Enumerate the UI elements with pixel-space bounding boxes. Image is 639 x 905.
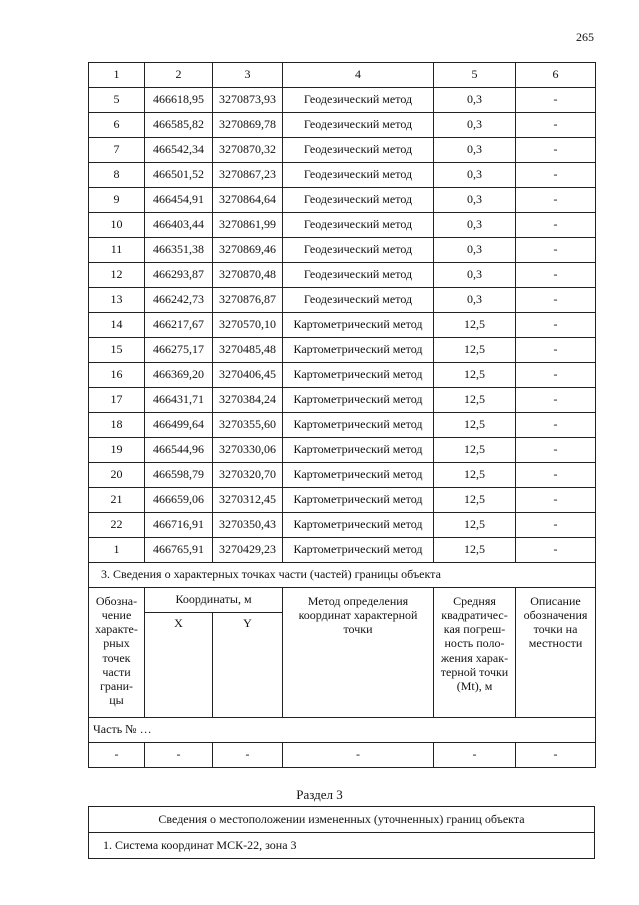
method-cell: Картометрический метод (283, 488, 434, 513)
y-coordinate-cell: 3270312,45 (213, 488, 283, 513)
description-cell: - (516, 163, 596, 188)
column-number-cell: 2 (145, 63, 213, 88)
accuracy-cell: 12,5 (434, 363, 516, 388)
point-number-cell: 11 (89, 238, 145, 263)
accuracy-cell: 0,3 (434, 188, 516, 213)
point-number-cell: 6 (89, 113, 145, 138)
method-cell: Картометрический метод (283, 388, 434, 413)
accuracy-cell: 12,5 (434, 513, 516, 538)
point-number-cell: 22 (89, 513, 145, 538)
description-cell: - (516, 138, 596, 163)
description-cell: - (516, 113, 596, 138)
point-number-cell: 8 (89, 163, 145, 188)
y-coordinate-cell: 3270876,87 (213, 288, 283, 313)
point-number-cell: 13 (89, 288, 145, 313)
description-cell: - (516, 313, 596, 338)
x-coordinate-cell: 466501,52 (145, 163, 213, 188)
column-number-cell: 4 (283, 63, 434, 88)
method-cell: Геодезический метод (283, 163, 434, 188)
y-coordinate-cell: 3270355,60 (213, 413, 283, 438)
accuracy-cell: 0,3 (434, 113, 516, 138)
x-coordinate-cell: 466351,38 (145, 238, 213, 263)
part-section-title: 3. Сведения о характерных точках части (частей) границы объекта (89, 563, 596, 588)
x-coordinate-cell: 466293,87 (145, 263, 213, 288)
table-row (89, 313, 596, 338)
x-coordinate-cell: 466403,44 (145, 213, 213, 238)
table-row (89, 438, 596, 463)
method-cell: Геодезический метод (283, 213, 434, 238)
description-cell: - (516, 388, 596, 413)
point-number-cell: 16 (89, 363, 145, 388)
point-number-cell: 7 (89, 138, 145, 163)
method-cell: Геодезический метод (283, 113, 434, 138)
method-cell: Картометрический метод (283, 438, 434, 463)
description-cell: - (516, 438, 596, 463)
header-method (283, 588, 434, 718)
table-row (89, 113, 596, 138)
table-row (89, 538, 596, 563)
description-cell: - (516, 513, 596, 538)
accuracy-cell: 12,5 (434, 488, 516, 513)
description-cell: - (516, 188, 596, 213)
section3-coord-row (89, 833, 595, 859)
description-cell: - (516, 363, 596, 388)
empty-cell: - (145, 743, 213, 768)
accuracy-cell: 12,5 (434, 463, 516, 488)
method-cell: Геодезический метод (283, 188, 434, 213)
table-row (89, 338, 596, 363)
y-coordinate-cell: 3270320,70 (213, 463, 283, 488)
y-coordinate-cell: 3270869,78 (213, 113, 283, 138)
description-cell: - (516, 288, 596, 313)
accuracy-cell: 12,5 (434, 413, 516, 438)
y-coordinate-cell: 3270350,43 (213, 513, 283, 538)
column-number-cell: 5 (434, 63, 516, 88)
header-method-text: Метод определения координат характерной точки (298, 594, 418, 637)
accuracy-cell: 0,3 (434, 263, 516, 288)
header-x: X (145, 613, 213, 718)
description-cell: - (516, 338, 596, 363)
accuracy-cell: 0,3 (434, 88, 516, 113)
method-cell: Геодезический метод (283, 288, 434, 313)
y-coordinate-cell: 3270870,48 (213, 263, 283, 288)
method-cell: Картометрический метод (283, 538, 434, 563)
table-row (89, 188, 596, 213)
point-number-cell: 19 (89, 438, 145, 463)
accuracy-cell: 0,3 (434, 213, 516, 238)
header-accuracy-text: Средняя квадратичес- кая погреш- ность поло- жения харак- терной точки (Mt), м (440, 594, 509, 693)
method-cell: Картометрический метод (283, 413, 434, 438)
method-cell: Картометрический метод (283, 363, 434, 388)
part-header-row (89, 588, 596, 613)
point-number-cell: 12 (89, 263, 145, 288)
empty-cell: - (283, 743, 434, 768)
description-cell: - (516, 238, 596, 263)
header-point-designation (89, 588, 145, 718)
header-y: Y (213, 613, 283, 718)
x-coordinate-cell: 466598,79 (145, 463, 213, 488)
column-number-row (89, 63, 596, 88)
table-row (89, 488, 596, 513)
table-row (89, 363, 596, 388)
y-coordinate-cell: 3270869,46 (213, 238, 283, 263)
x-coordinate-cell: 466454,91 (145, 188, 213, 213)
table-row (89, 88, 596, 113)
x-coordinate-cell: 466659,06 (145, 488, 213, 513)
y-coordinate-cell: 3270870,32 (213, 138, 283, 163)
accuracy-cell: 12,5 (434, 338, 516, 363)
coordinate-system: 1. Система координат МСК-22, зона 3 (89, 833, 595, 859)
point-number-cell: 5 (89, 88, 145, 113)
description-cell: - (516, 213, 596, 238)
section3-table-title: Сведения о местоположении измененных (уточненных) границ объекта (89, 807, 595, 833)
y-coordinate-cell: 3270429,23 (213, 538, 283, 563)
x-coordinate-cell: 466716,91 (145, 513, 213, 538)
x-coordinate-cell: 466275,17 (145, 338, 213, 363)
x-coordinate-cell: 466542,34 (145, 138, 213, 163)
point-number-cell: 18 (89, 413, 145, 438)
x-coordinate-cell: 466585,82 (145, 113, 213, 138)
part-empty-row (89, 743, 596, 768)
description-cell: - (516, 88, 596, 113)
y-coordinate-cell: 3270867,23 (213, 163, 283, 188)
x-coordinate-cell: 466765,91 (145, 538, 213, 563)
accuracy-cell: 12,5 (434, 313, 516, 338)
y-coordinate-cell: 3270406,45 (213, 363, 283, 388)
boundary-points-table (88, 62, 596, 768)
method-cell: Картометрический метод (283, 338, 434, 363)
description-cell: - (516, 263, 596, 288)
y-coordinate-cell: 3270873,93 (213, 88, 283, 113)
method-cell: Геодезический метод (283, 238, 434, 263)
section-title: Раздел 3 (296, 787, 343, 802)
point-number-cell: 20 (89, 463, 145, 488)
x-coordinate-cell: 466217,67 (145, 313, 213, 338)
point-number-cell: 15 (89, 338, 145, 363)
part-label: Часть № … (89, 718, 596, 743)
point-number-cell: 1 (89, 538, 145, 563)
table-row (89, 263, 596, 288)
column-number-cell: 6 (516, 63, 596, 88)
empty-cell: - (516, 743, 596, 768)
table-row (89, 388, 596, 413)
section3-title-row (89, 807, 595, 833)
method-cell: Картометрический метод (283, 313, 434, 338)
point-number-cell: 14 (89, 313, 145, 338)
point-number-cell: 17 (89, 388, 145, 413)
part-label-row (89, 718, 596, 743)
y-coordinate-cell: 3270864,64 (213, 188, 283, 213)
description-cell: - (516, 413, 596, 438)
accuracy-cell: 0,3 (434, 138, 516, 163)
y-coordinate-cell: 3270330,06 (213, 438, 283, 463)
column-number-cell: 3 (213, 63, 283, 88)
x-coordinate-cell: 466242,73 (145, 288, 213, 313)
accuracy-cell: 0,3 (434, 238, 516, 263)
point-number-cell: 10 (89, 213, 145, 238)
table-row (89, 513, 596, 538)
x-coordinate-cell: 466369,20 (145, 363, 213, 388)
part-section-title-row (89, 563, 596, 588)
y-coordinate-cell: 3270485,48 (213, 338, 283, 363)
empty-cell: - (434, 743, 516, 768)
table-row (89, 288, 596, 313)
method-cell: Геодезический метод (283, 263, 434, 288)
description-cell: - (516, 488, 596, 513)
header-description (516, 588, 596, 718)
x-coordinate-cell: 466499,64 (145, 413, 213, 438)
x-coordinate-cell: 466618,95 (145, 88, 213, 113)
table-row (89, 463, 596, 488)
y-coordinate-cell: 3270861,99 (213, 213, 283, 238)
table-row (89, 413, 596, 438)
accuracy-cell: 12,5 (434, 388, 516, 413)
empty-cell: - (213, 743, 283, 768)
x-coordinate-cell: 466431,71 (145, 388, 213, 413)
table-row (89, 213, 596, 238)
column-number-cell: 1 (89, 63, 145, 88)
method-cell: Геодезический метод (283, 88, 434, 113)
empty-cell: - (89, 743, 145, 768)
header-point-designation-text: Обозна- чение характe- рных точек части грани- цы (95, 594, 138, 708)
page-number: 265 (576, 30, 594, 44)
point-number-cell: 21 (89, 488, 145, 513)
method-cell: Картометрический метод (283, 513, 434, 538)
table-row (89, 138, 596, 163)
y-coordinate-cell: 3270384,24 (213, 388, 283, 413)
x-coordinate-cell: 466544,96 (145, 438, 213, 463)
header-description-text: Описание обозначения точки на местности (523, 594, 588, 651)
accuracy-cell: 0,3 (434, 288, 516, 313)
header-coordinates: Координаты, м (145, 588, 283, 613)
accuracy-cell: 0,3 (434, 163, 516, 188)
method-cell: Геодезический метод (283, 138, 434, 163)
method-cell: Картометрический метод (283, 463, 434, 488)
accuracy-cell: 12,5 (434, 538, 516, 563)
accuracy-cell: 12,5 (434, 438, 516, 463)
description-cell: - (516, 463, 596, 488)
description-cell: - (516, 538, 596, 563)
section3-table (88, 806, 595, 859)
header-accuracy (434, 588, 516, 718)
table-row (89, 163, 596, 188)
table-row (89, 238, 596, 263)
y-coordinate-cell: 3270570,10 (213, 313, 283, 338)
point-number-cell: 9 (89, 188, 145, 213)
